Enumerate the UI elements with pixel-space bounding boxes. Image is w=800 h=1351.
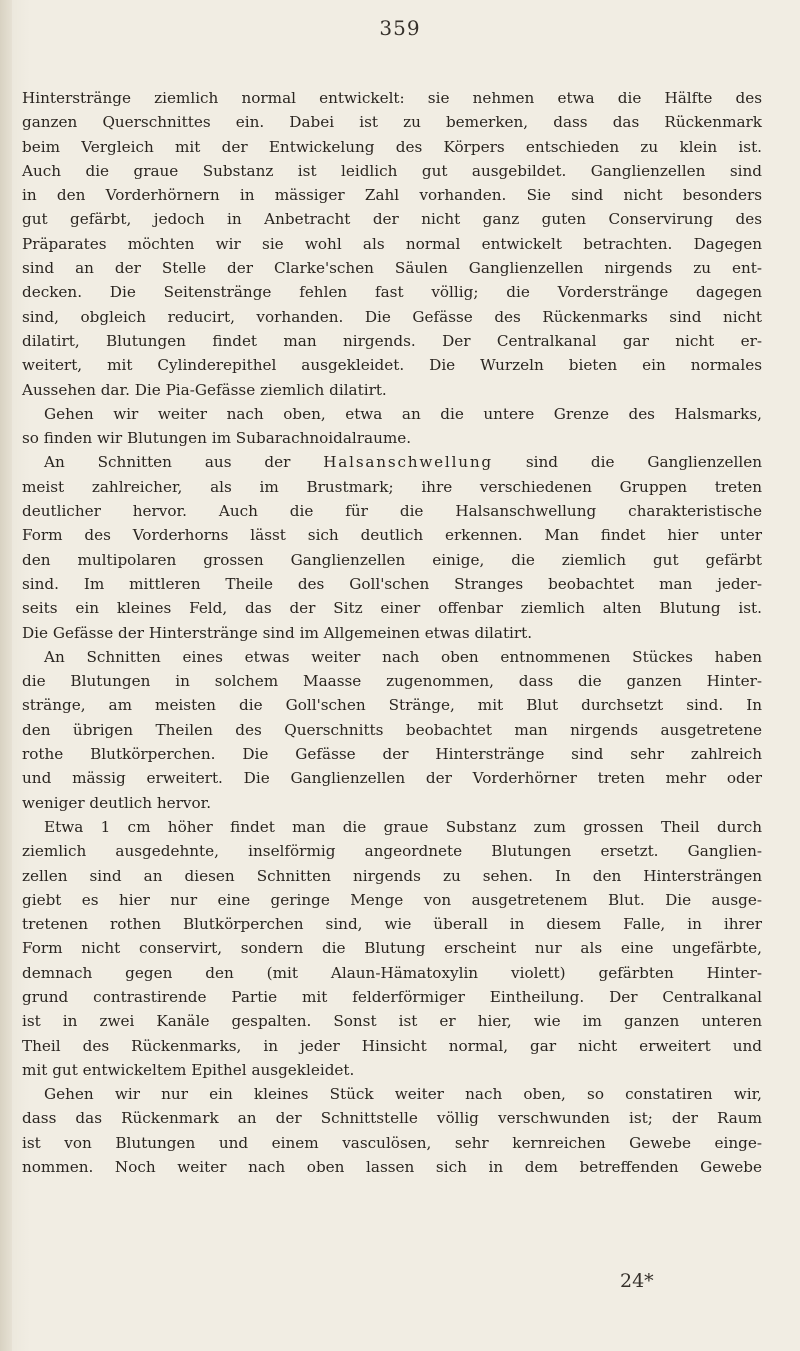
text-line: weniger deutlich hervor.: [22, 793, 212, 812]
text-line: zellen sind an diesen Schnitten nirgends zu sehen. In den Hintersträngen: [22, 866, 762, 885]
text-line: grund contrastirende Partie mit felderförmiger Eintheilung. Der Centralkanal: [22, 987, 762, 1006]
text-line: Hinterstränge ziemlich normal entwickelt: sie nehmen etwa die Hälfte des: [22, 89, 762, 107]
text-line: Die Gefässe der Hinterstränge sind im Allgemeinen etwas dilatirt.: [22, 623, 533, 642]
text-line: ganzen Querschnittes ein. Dabei ist zu bemerken, dass das Rückenmark: [22, 113, 762, 132]
text-segment: sind die Ganglienzellen: [492, 453, 762, 472]
text-line: rothe Blutkörperchen. Die Gefässe der Hinterstränge sind sehr zahlreich: [22, 745, 762, 764]
text-line: stränge, am meisten die Goll'schen Stränge, mit Blut durchsetzt sind. In: [22, 696, 762, 715]
text-line: gut gefärbt, jedoch in Anbetracht der nicht ganz guten Conservirung des: [22, 210, 762, 229]
text-line: ist von Blutungen und einem vasculösen, sehr kernreichen Gewebe einge-: [22, 1133, 762, 1152]
text-line: tretenen rothen Blutkörperchen sind, wie überall in diesem Falle, in ihrer: [22, 915, 762, 934]
binding-edge: [0, 0, 12, 1351]
text-line: An Schnitten eines etwas weiter nach oben entnommenen Stückes haben: [44, 647, 762, 666]
text-line: seits ein kleines Feld, das der Sitz einer offenbar ziemlich alten Blutung ist.: [22, 599, 762, 618]
text-line: meist zahlreicher, als im Brustmark; ihre verschiedenen Gruppen treten: [22, 477, 762, 496]
text-line: giebt es hier nur eine geringe Menge von ausgetretenem Blut. Die ausge-: [22, 890, 762, 909]
text-line: die Blutungen in solchem Maasse zugenommen, dass die ganzen Hinter-: [22, 672, 762, 691]
text-line: nommen. Noch weiter nach oben lassen sich in dem betreffenden Gewebe: [22, 1158, 762, 1177]
text-line: Form nicht conservirt, sondern die Blutung erscheint nur als eine ungefärbte,: [22, 939, 762, 958]
text-line: decken. Die Seitenstränge fehlen fast völlig; die Vorderstränge dagegen: [22, 283, 762, 302]
text-segment: An Schnitten aus der: [44, 453, 324, 472]
text-line: so finden wir Blutungen im Subarachnoidalraume.: [22, 429, 412, 448]
text-line: mit gut entwickeltem Epithel ausgekleidet.: [22, 1060, 355, 1079]
text-line: sind, obgleich reducirt, vorhanden. Die Gefässe des Rückenmarks sind nicht: [22, 307, 762, 326]
text-line: [22, 450, 762, 474]
text-line: Form des Vorderhorns lässt sich deutlich erkennen. Man findet hier unter: [22, 526, 762, 545]
text-line: sind. Im mittleren Theile des Goll'schen Stranges beobachtet man jeder-: [22, 574, 762, 593]
text-line: Gehen wir weiter nach oben, etwa an die untere Grenze des Halsmarks,: [44, 404, 762, 423]
text-line: weitert, mit Cylinderepithel ausgekleidet. Die Wurzeln bieten ein normales: [22, 356, 762, 375]
text-line: ist in zwei Kanäle gespalten. Sonst ist er hier, wie im ganzen unteren: [22, 1012, 762, 1031]
text-line: Theil des Rückenmarks, in jeder Hinsicht normal, gar nicht erweitert und: [22, 1036, 762, 1055]
text-line: in den Vorderhörnern in mässiger Zahl vorhanden. Sie sind nicht besonders: [22, 186, 762, 205]
text-line: demnach gegen den (mit Alaun-Hämatoxylin violett) gefärbten Hinter-: [22, 963, 762, 982]
text-line: beim Vergleich mit der Entwickelung des Körpers entschieden zu klein ist.: [22, 137, 762, 156]
text-line: Auch die graue Substanz ist leidlich gut ausgebildet. Ganglienzellen sind: [22, 161, 762, 180]
text-line: dilatirt, Blutungen findet man nirgends. Der Centralkanal gar nicht er-: [22, 331, 762, 350]
text-line: Aussehen dar. Die Pia-Gefässe ziemlich dilatirt.: [22, 380, 387, 399]
text-line: Gehen wir nur ein kleines Stück weiter nach oben, so constatiren wir,: [44, 1085, 762, 1104]
text-line: und mässig erweitert. Die Ganglienzellen der Vorderhörner treten mehr oder: [22, 769, 762, 788]
text-line: den multipolaren grossen Ganglienzellen einige, die ziemlich gut gefärbt: [22, 550, 762, 569]
text-line: ziemlich ausgedehnte, inselförmig angeordnete Blutungen ersetzt. Ganglien-: [22, 842, 762, 861]
text-line: den übrigen Theilen des Querschnitts beobachtet man nirgends ausgetretene: [22, 720, 762, 739]
text-line: Etwa 1 cm höher findet man die graue Substanz zum grossen Theil durch: [44, 817, 762, 836]
text-line: dass das Rückenmark an der Schnittstelle völlig verschwunden ist; der Raum: [22, 1109, 762, 1128]
text-line: Präparates möchten wir sie wohl als normal entwickelt betrachten. Dagegen: [22, 234, 762, 253]
text-line: sind an der Stelle der Clarke'schen Säulen Ganglienzellen nirgends zu ent-: [22, 259, 762, 278]
body-text: [22, 86, 762, 1179]
text-line: deutlicher hervor. Auch die für die Halsanschwellung charakteristische: [22, 502, 762, 521]
page-number: 359: [379, 16, 421, 40]
emphasized-term: Halsanschwellung: [323, 453, 493, 472]
signature-mark: 24*: [620, 1270, 654, 1292]
